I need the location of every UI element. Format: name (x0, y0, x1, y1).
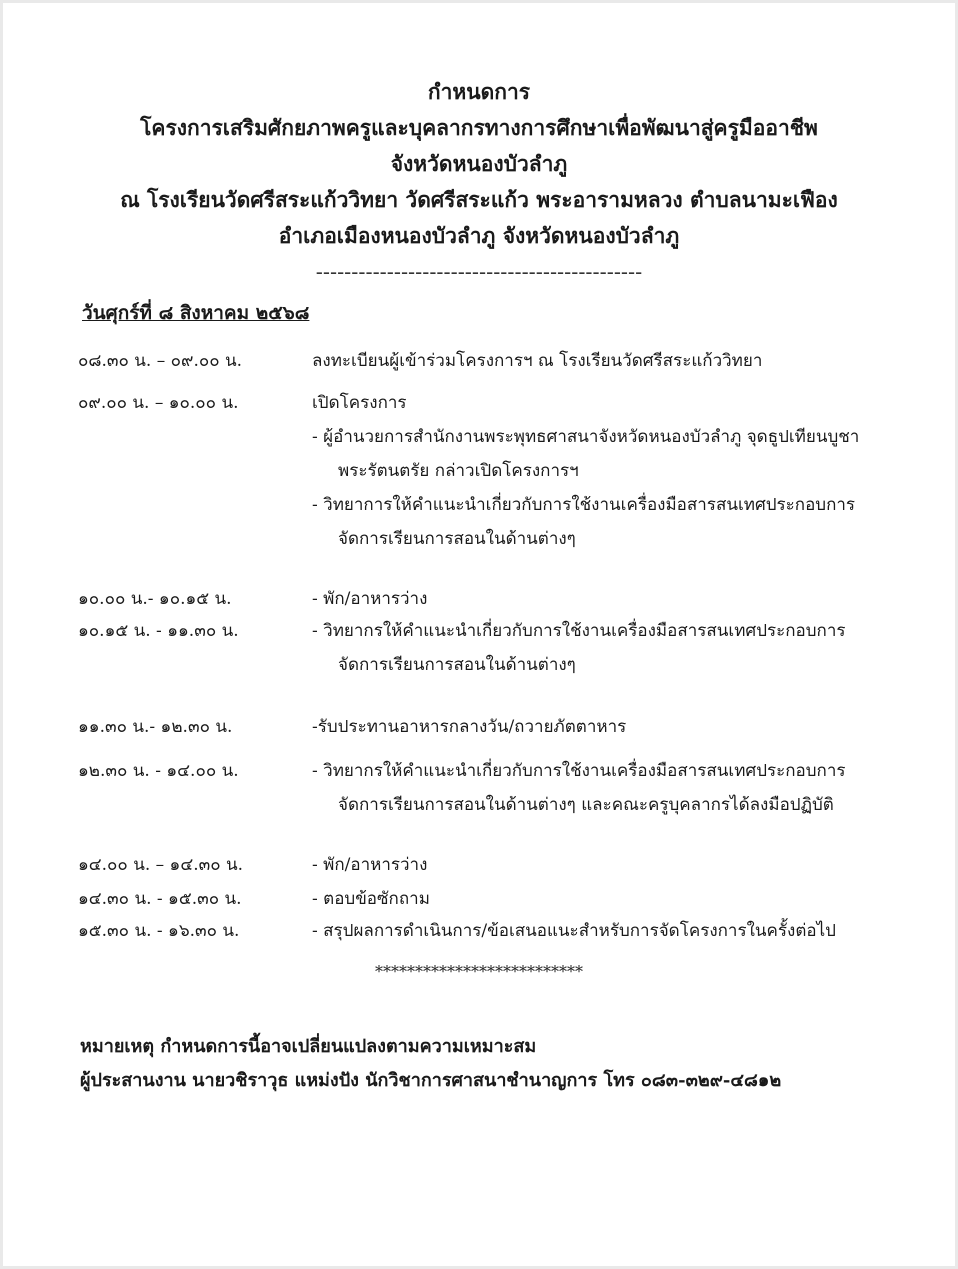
row-desc (312, 882, 912, 916)
desc-line: - สรุปผลการดำเนินการ/ข้อเสนอแนะสำหรับการจัดโครงการในครั้งต่อไป (312, 921, 836, 941)
desc-line: เปิดโครงการ (312, 393, 407, 413)
document-header (60, 74, 898, 290)
doc-title: กำหนดการ (427, 79, 531, 104)
row-time: ๐๙.๐๐ น. – ๑๐.๐๐ น. (78, 393, 239, 413)
desc-line: พระรัตนตรัย กล่าวเปิดโครงการฯ (338, 461, 579, 481)
row-time: ๑๕.๓๐ น. - ๑๖.๓๐ น. (78, 921, 240, 941)
desc-line: -รับประทานอาหารกลางวัน/ถวายภัตตาหาร (312, 717, 627, 737)
desc-line: จัดการเรียนการสอนในด้านต่างๆ (338, 655, 576, 675)
project-name: โครงการเสริมศักยภาพครูและบุคลากรทางการศึกษาเพื่อพัฒนาสู่ครูมืออาชีพ (140, 115, 818, 140)
header-divider: ---------------------------------------------- (315, 260, 643, 284)
row-time: ๐๘.๓๐ น. – ๐๙.๐๐ น. (78, 351, 243, 371)
row-desc (312, 754, 912, 822)
row-time: ๑๔.๓๐ น. - ๑๕.๓๐ น. (78, 889, 242, 909)
venue-line: ณ โรงเรียนวัดศรีสระแก้ววิทยา วัดศรีสระแก้ว พระอารามหลวง ตำบลนามะเฟือง (120, 187, 838, 212)
desc-line: จัดการเรียนการสอนในด้านต่างๆ (338, 529, 576, 549)
row-desc (312, 914, 912, 948)
row-desc (312, 848, 912, 882)
schedule-date: วันศุกร์ที่ ๘ สิงหาคม ๒๕๖๘ (82, 302, 310, 324)
footer-notes (80, 1030, 781, 1098)
row-desc (312, 386, 912, 556)
desc-line: - ตอบข้อซักถาม (312, 889, 430, 909)
row-desc (312, 582, 912, 616)
row-time: ๑๑.๓๐ น.- ๑๒.๓๐ น. (78, 717, 233, 737)
row-time: ๑๐.๐๐ น.- ๑๐.๑๕ น. (78, 589, 232, 609)
row-desc (312, 614, 912, 682)
desc-line: - ผู้อำนวยการสำนักงานพระพุทธศาสนาจังหวัดหนองบัวลำภู จุดธูปเทียนบูชา (312, 427, 860, 447)
end-separator: ************************** (375, 962, 583, 981)
row-desc (312, 344, 912, 378)
remark-note: หมายเหตุ กำหนดการนี้อาจเปลี่ยนแปลงตามความเหมาะสม (80, 1036, 537, 1057)
desc-line: ลงทะเบียนผู้เข้าร่วมโครงการฯ ณ โรงเรียนวัดศรีสระแก้ววิทยา (312, 351, 763, 371)
desc-line: - วิทยากรให้คำแนะนำเกี่ยวกับการใช้งานเครื่องมือสารสนเทศประกอบการ (312, 761, 846, 781)
coordinator-note: ผู้ประสานงาน นายวชิราวุธ แหม่งปัง นักวิชาการศาสนาชำนาญการ โทร ๐๘๓-๓๒๙-๔๘๑๒ (80, 1070, 782, 1091)
desc-line: - พัก/อาหารว่าง (312, 589, 428, 609)
row-time: ๑๒.๓๐ น. - ๑๔.๐๐ น. (78, 761, 239, 781)
row-time: ๑๔.๐๐ น. – ๑๔.๓๐ น. (78, 855, 244, 875)
desc-line: - วิทยาการให้คำแนะนำเกี่ยวกับการใช้งานเครื่องมือสารสนเทศประกอบการ (312, 495, 856, 515)
row-desc (312, 710, 912, 744)
row-time: ๑๐.๑๕ น. - ๑๑.๓๐ น. (78, 621, 239, 641)
district-line: อำเภอเมืองหนองบัวลำภู จังหวัดหนองบัวลำภู (278, 223, 680, 248)
desc-line: จัดการเรียนการสอนในด้านต่างๆ และคณะครูบุคลากรได้ลงมือปฏิบัติ (338, 795, 834, 815)
desc-line: - พัก/อาหารว่าง (312, 855, 428, 875)
desc-line: - วิทยากรให้คำแนะนำเกี่ยวกับการใช้งานเครื่องมือสารสนเทศประกอบการ (312, 621, 846, 641)
province-line: จังหวัดหนองบัวลำภู (390, 151, 568, 176)
